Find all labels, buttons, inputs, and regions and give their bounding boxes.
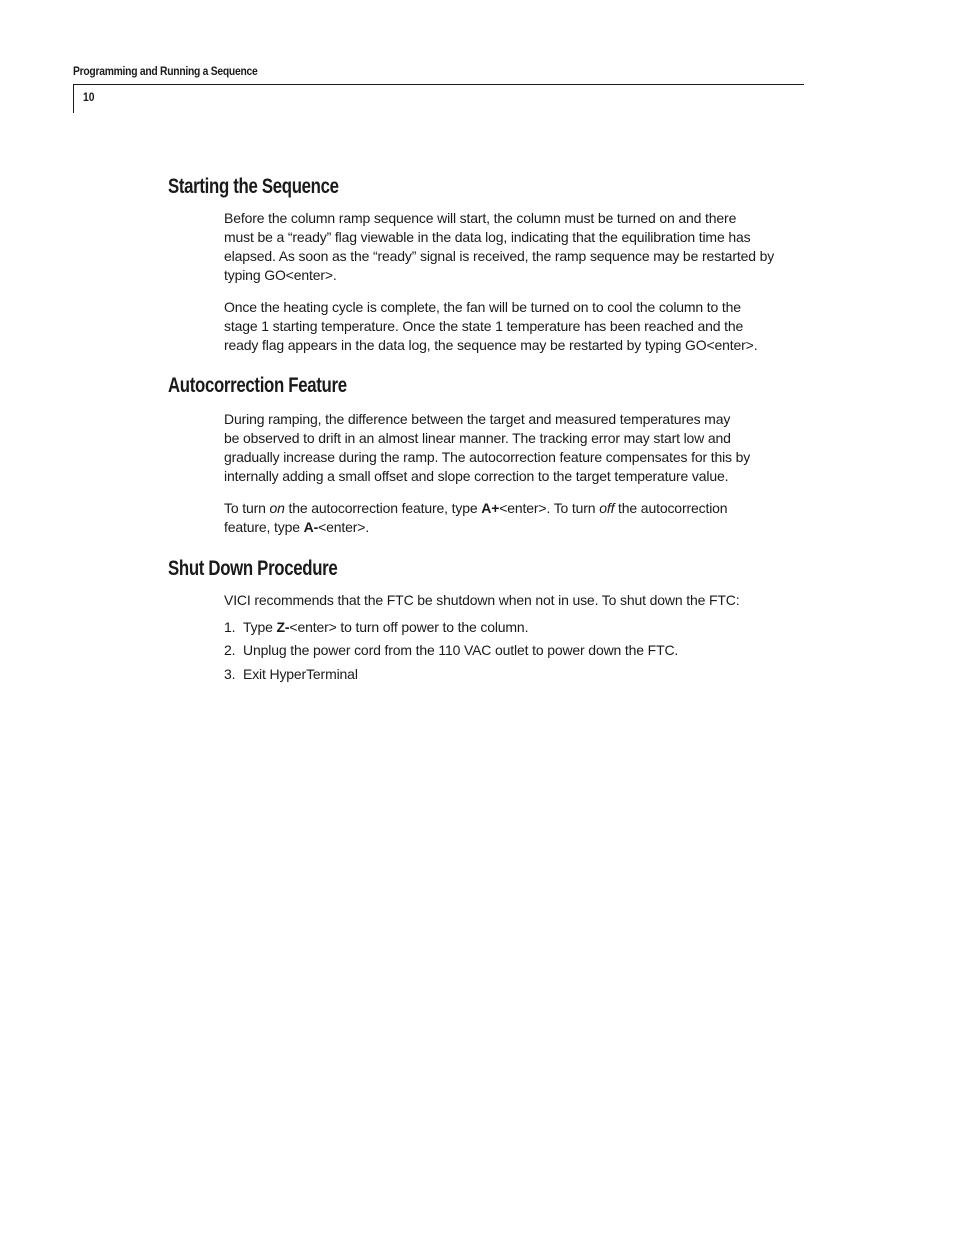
list-number: 1. — [224, 619, 236, 635]
paragraph-line: typing GO<enter>. — [224, 267, 337, 283]
text-run: <enter> to turn off power to the column. — [289, 619, 529, 635]
command-a-plus: A+ — [481, 500, 500, 516]
running-header-title: Programming and Running a Sequence — [73, 64, 258, 78]
page-number-rule — [73, 84, 74, 113]
section-heading-starting-sequence: Starting the Sequence — [168, 175, 339, 198]
paragraph-line: must be a “ready” flag viewable in the data log, indicating that the equilibration time has — [224, 229, 751, 245]
paragraph-line — [224, 518, 804, 537]
text-run: Type — [243, 619, 277, 635]
command-a-minus: A- — [303, 519, 319, 535]
text-run: <enter>. — [318, 519, 370, 535]
paragraph-line: Once the heating cycle is complete, the fan will be turned on to cool the column to the — [224, 299, 741, 315]
text-run: the autocorrection feature, type — [284, 500, 482, 516]
list-item-step-2 — [224, 641, 678, 660]
text-run: To turn — [224, 500, 270, 516]
paragraph-line: elapsed. As soon as the “ready” signal is received, the ramp sequence may be restarted by — [224, 248, 775, 264]
paragraph-line: ready flag appears in the data log, the sequence may be restarted by typing GO<enter>. — [224, 337, 758, 353]
emphasis-off: off — [599, 500, 615, 516]
paragraph-autocorrection-2 — [224, 499, 804, 537]
text-run: Unplug the power cord from the 110 VAC outlet to power down the FTC. — [243, 642, 679, 658]
section-heading-autocorrection: Autocorrection Feature — [168, 374, 347, 397]
paragraph-starting-2 — [224, 298, 804, 355]
list-number: 2. — [224, 642, 236, 658]
list-item-step-1 — [224, 618, 528, 637]
section-heading-shut-down: Shut Down Procedure — [168, 557, 338, 580]
list-number: 3. — [224, 666, 236, 682]
paragraph-line: Before the column ramp sequence will start, the column must be turned on and there — [224, 210, 737, 226]
paragraph-line: be observed to drift in an almost linear manner. The tracking error may start low and — [224, 430, 731, 446]
text-run: Exit HyperTerminal — [243, 666, 358, 682]
paragraph-line: During ramping, the difference between the target and measured temperatures may — [224, 411, 731, 427]
header-rule — [73, 84, 804, 85]
text-run: <enter>. To turn — [499, 500, 600, 516]
paragraph-shut-down-intro: VICI recommends that the FTC be shutdown when not in use. To shut down the FTC: — [224, 592, 740, 608]
paragraph-line: stage 1 starting temperature. Once the state 1 temperature has been reached and the — [224, 318, 744, 334]
list-item-step-3 — [224, 665, 358, 684]
text-run: feature, type — [224, 519, 304, 535]
command-z-minus: Z- — [276, 619, 290, 635]
paragraph-line: gradually increase during the ramp. The autocorrection feature compensates for this by — [224, 449, 751, 465]
paragraph-line: internally adding a small offset and slope correction to the target temperature value. — [224, 468, 729, 484]
emphasis-on: on — [269, 500, 285, 516]
paragraph-starting-1 — [224, 209, 804, 285]
text-run: the autocorrection — [614, 500, 728, 516]
page-number: 10 — [83, 90, 95, 104]
paragraph-line — [224, 499, 804, 518]
paragraph-autocorrection-1 — [224, 410, 804, 486]
